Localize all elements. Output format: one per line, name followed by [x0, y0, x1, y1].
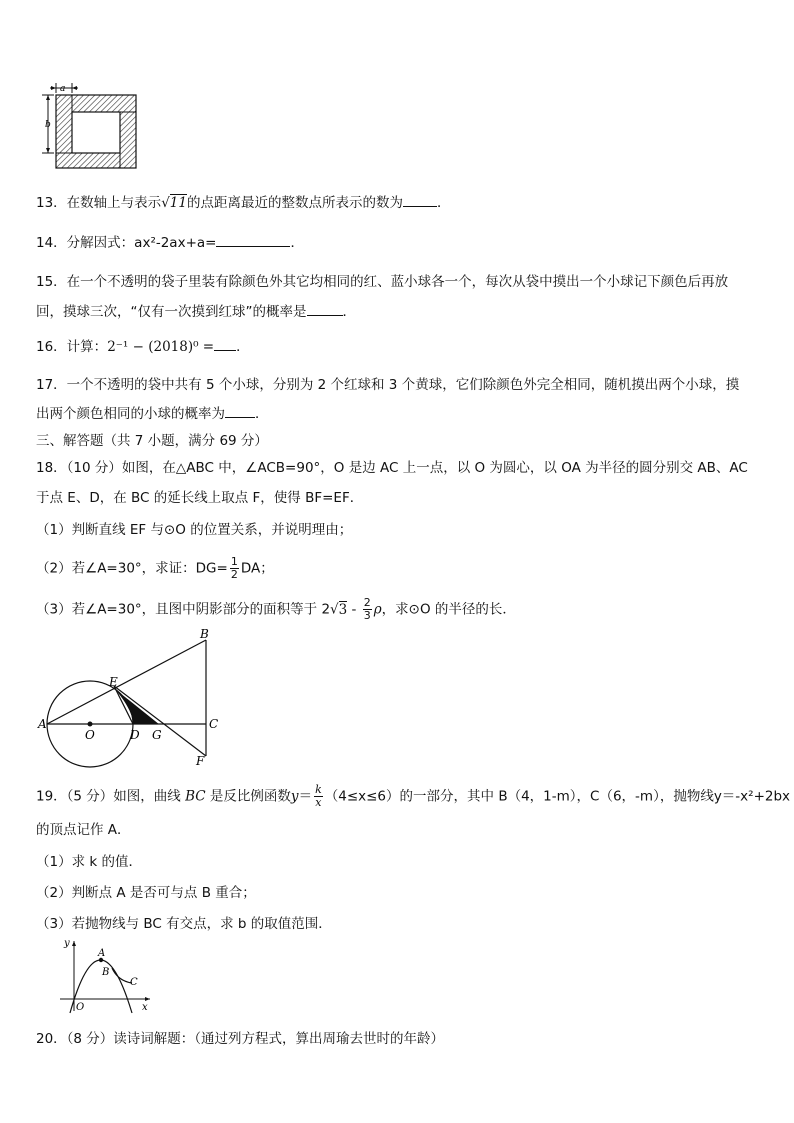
question-19-part3: （3）若抛物线与 BC 有交点，求 b 的取值范围．: [36, 916, 332, 932]
svg-text:C: C: [130, 977, 138, 988]
question-17-line1: 17．一个不透明的袋中共有 5 个小球，分别为 2 个红球和 3 个黄球，它们除颜色外完全相同，随机摸出两个小球，摸: [36, 377, 740, 393]
question-17-line2: 出两个颜色相同的小球的概率为 ．: [36, 406, 269, 422]
fraction-k-over-x: $\frac{k}{x}$: [315, 783, 322, 809]
geometry-figure-18: [34, 628, 224, 768]
svg-text:F: F: [196, 754, 205, 768]
svg-text:A: A: [38, 717, 47, 731]
question-18-part1: （1）判断直线 EF 与⊙O 的位置关系，并说明理由；: [36, 522, 353, 538]
svg-text:O: O: [76, 1002, 85, 1013]
label-a: a: [60, 84, 66, 94]
question-19-line1: 19．（5 分）如图，曲线 BC 是反比例函数y＝ $\frac{k}{x}$ （4≤x≤6）的一部分，其中 B（4，1-m），C（6，-m），抛物线y＝-x²+2bx: [36, 783, 791, 809]
question-19-part1: （1）求 k 的值．: [36, 854, 142, 870]
svg-text:C: C: [209, 717, 219, 731]
svg-text:y: y: [64, 938, 70, 949]
answer-blank-16[interactable]: [214, 338, 236, 351]
question-15-line1: 15．在一个不透明的袋子里装有除颜色外其它均相同的红、蓝小球各一个，每次从袋中摸出一个小球记下颜色后再放: [36, 274, 729, 290]
svg-text:B: B: [200, 628, 209, 641]
svg-text:O: O: [85, 728, 95, 742]
label-b: b: [45, 120, 51, 130]
question-19-line2: 的顶点记作 A．: [36, 822, 131, 838]
answer-blank-17[interactable]: [225, 405, 255, 418]
graph-figure-19: [56, 937, 156, 1015]
svg-text:B: B: [102, 967, 110, 978]
question-14: 14．分解因式：ax²-2ax+a= ．: [36, 235, 304, 251]
answer-blank-15[interactable]: [307, 303, 343, 316]
sqrt-symbol: √: [161, 195, 170, 211]
question-13: 13．在数轴上与表示√11的点距离最近的整数点所表示的数为 ．: [36, 195, 451, 211]
question-20: 20．（8 分）读诗词解题：（通过列方程式，算出周瑜去世时的年龄）: [36, 1031, 445, 1047]
square-frame-figure: [36, 80, 140, 172]
answer-blank-14[interactable]: [216, 234, 290, 247]
svg-text:E: E: [109, 675, 118, 689]
svg-text:G: G: [152, 728, 162, 742]
svg-text:A: A: [98, 948, 106, 959]
fraction-one-half: $\frac{1}{2}$: [230, 555, 238, 581]
svg-text:x: x: [142, 1002, 148, 1013]
question-16: 16．计算：2⁻¹ − (2018)⁰ = ．: [36, 339, 250, 355]
question-18-line1: 18．（10 分）如图，在△ABC 中，∠ACB=90°，O 是边 AC 上一点，以 O 为圆心，以 OA 为半径的圆分别交 AB、AC: [36, 460, 748, 476]
question-15-line2: 回，摸球三次，“仅有一次摸到红球”的概率是 ．: [36, 304, 356, 320]
fraction-two-thirds: $\frac{2}{3}$: [363, 596, 371, 622]
question-18-part2: （2）若∠A=30°，求证：DG= $\frac{1}{2}$ DA；: [36, 555, 274, 581]
question-18-line2: 于点 E、D，在 BC 的延长线上取点 F，使得 BF=EF．: [36, 490, 364, 506]
svg-text:D: D: [130, 728, 140, 742]
question-19-part2: （2）判断点 A 是否可与点 B 重合；: [36, 885, 256, 901]
answer-blank-13[interactable]: [403, 194, 437, 207]
section-title: 三、解答题（共 7 小题，满分 69 分）: [36, 433, 268, 449]
question-18-part3: （3）若∠A=30°，且图中阴影部分的面积等于 2√3 - $\frac{2}{3}$ ρ，求⊙O 的半径的长．: [36, 596, 516, 622]
